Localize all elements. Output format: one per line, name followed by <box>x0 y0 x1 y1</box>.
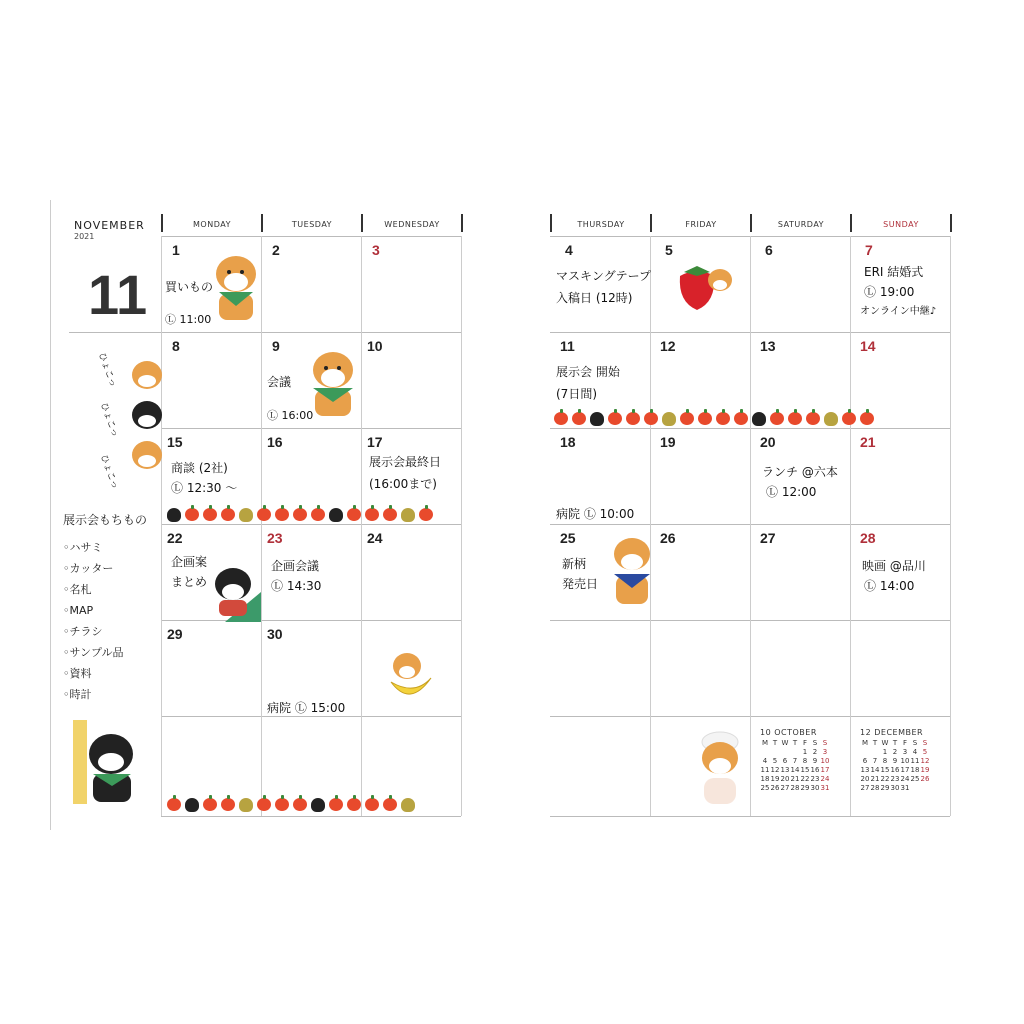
grid-line <box>161 428 461 429</box>
mini-date: 10 <box>820 757 830 765</box>
date-18[interactable]: 18 <box>560 434 576 450</box>
dayhead-sunday: SUNDAY <box>850 214 950 232</box>
note-new-pattern: 新柄 <box>562 557 587 571</box>
mini-date <box>760 748 770 757</box>
date-14[interactable]: 14 <box>860 338 876 354</box>
mini-date: 8 <box>802 757 808 765</box>
dayhead-monday: MONDAY <box>161 214 261 232</box>
mini-date: 23 <box>810 775 820 783</box>
date-3[interactable]: 3 <box>372 242 380 258</box>
note-until-time: (16:00まで) <box>369 477 437 491</box>
mini-date: 18 <box>910 766 920 774</box>
date-21[interactable]: 21 <box>860 434 876 450</box>
note-time: Ⓛ 14:30 <box>271 579 322 593</box>
mini-date <box>780 748 790 757</box>
list-item: ◦時計 <box>63 688 92 701</box>
note-movie: 映画 @品川 <box>862 559 926 573</box>
mini-date: 21 <box>790 775 800 783</box>
note-meeting: 会議 <box>267 375 292 389</box>
note-summary: まとめ <box>171 575 208 589</box>
mini-date: 19 <box>770 775 780 783</box>
mini-date: 10 <box>900 757 910 765</box>
mini-date: 17 <box>900 766 910 774</box>
weekday-label: S <box>822 739 828 747</box>
dayhead-friday: FRIDAY <box>650 214 750 232</box>
mini-calendar-december <box>860 728 930 793</box>
note-shopping: 買いもの <box>165 280 214 294</box>
note-time: Ⓛ 14:00 <box>864 579 915 593</box>
mini-date <box>860 748 870 757</box>
date-7[interactable]: 7 <box>865 242 873 258</box>
mini-calendar-grid <box>760 739 830 793</box>
date-16[interactable]: 16 <box>267 434 283 450</box>
date-15[interactable]: 15 <box>167 434 183 450</box>
mini-date: 13 <box>780 766 790 774</box>
date-4[interactable]: 4 <box>565 242 573 258</box>
dayhead-wednesday: WEDNESDAY <box>361 214 461 232</box>
mini-date: 29 <box>800 784 810 792</box>
sound-text: ひょこっ <box>96 351 118 389</box>
note-business-talk: 商談 (2社) <box>171 461 228 475</box>
mini-date: 21 <box>870 775 880 783</box>
mini-date: 12 <box>770 766 780 774</box>
mini-date: 11 <box>910 757 920 765</box>
list-item: ◦チラシ <box>63 625 103 638</box>
note-plan-draft: 企画案 <box>171 555 208 569</box>
mini-date: 27 <box>860 784 870 792</box>
mini-date: 24 <box>820 775 830 783</box>
mini-calendar-october <box>760 728 830 793</box>
mini-date: 4 <box>912 748 918 756</box>
note-time: Ⓛ 16:00 <box>267 409 314 422</box>
big-month-number: 11 <box>88 263 148 326</box>
mini-date: 2 <box>812 748 818 756</box>
mini-date: 28 <box>870 784 880 792</box>
grid-line <box>161 236 461 237</box>
mini-date: 3 <box>822 748 828 756</box>
note-wedding: ERI 結婚式 <box>864 265 924 279</box>
note-exhibition-last-day: 展示会最終日 <box>369 455 442 469</box>
mini-date: 30 <box>810 784 820 792</box>
mini-date: 9 <box>892 757 898 765</box>
date-5[interactable]: 5 <box>665 242 673 258</box>
list-item: ◦資料 <box>63 667 92 680</box>
weekday-label: F <box>802 739 808 747</box>
mini-date: 6 <box>782 757 788 765</box>
mini-date: 23 <box>890 775 900 783</box>
mini-date: 1 <box>802 748 808 756</box>
apple-sticker-row <box>554 412 874 426</box>
mini-date: 7 <box>792 757 798 765</box>
mini-date <box>790 748 800 757</box>
mini-date: 22 <box>880 775 890 783</box>
list-item: ◦名札 <box>63 583 92 596</box>
note-release-day: 発売日 <box>562 577 599 591</box>
weekday-label: F <box>902 739 908 747</box>
mini-date: 25 <box>760 784 770 792</box>
weekday-label: T <box>772 739 778 747</box>
date-25[interactable]: 25 <box>560 530 576 546</box>
month-name: NOVEMBER <box>74 219 145 232</box>
date-24[interactable]: 24 <box>367 530 383 546</box>
mini-date: 24 <box>900 775 910 783</box>
note-time: Ⓛ 11:00 <box>165 313 212 326</box>
dayhead-thursday: THURSDAY <box>550 214 650 232</box>
dayhead-tuesday: TUESDAY <box>261 214 361 232</box>
weekday-label: T <box>792 739 798 747</box>
grid-line <box>950 236 951 816</box>
date-1[interactable]: 1 <box>172 242 180 258</box>
weekday-label: M <box>761 739 769 747</box>
mini-date <box>870 748 880 757</box>
date-12[interactable]: 12 <box>660 338 676 354</box>
apple-sticker-row <box>167 508 433 522</box>
note-hospital: 病院 Ⓛ 10:00 <box>556 507 635 521</box>
date-6[interactable]: 6 <box>765 242 773 258</box>
date-28[interactable]: 28 <box>860 530 876 546</box>
shiba-chef-sticker <box>690 728 754 808</box>
weekday-label: T <box>872 739 878 747</box>
mini-date: 18 <box>760 775 770 783</box>
grid-line <box>461 236 462 816</box>
sound-text: ひょこっ <box>98 453 120 491</box>
date-22[interactable]: 22 <box>167 530 183 546</box>
header-end-tick <box>950 214 952 232</box>
mini-date <box>770 748 780 757</box>
header-end-tick <box>461 214 463 232</box>
mini-date <box>920 784 930 793</box>
mini-date: 15 <box>800 766 810 774</box>
note-time: Ⓛ 12:30 〜 <box>171 481 238 495</box>
mini-date: 31 <box>820 784 830 792</box>
exhibition-items-list <box>63 510 147 705</box>
sound-text: ひょこっ <box>98 401 120 439</box>
mini-date: 11 <box>760 766 770 774</box>
mini-date: 12 <box>920 757 930 765</box>
date-17[interactable]: 17 <box>367 434 383 450</box>
note-hospital: 病院 Ⓛ 15:00 <box>267 701 346 715</box>
note-planning-meeting: 企画会議 <box>271 559 320 573</box>
mini-calendar-grid <box>860 739 930 793</box>
weekday-label: S <box>812 739 818 747</box>
date-2[interactable]: 2 <box>272 242 280 258</box>
grid-line <box>361 236 362 816</box>
apple-sticker-row <box>167 798 415 812</box>
mini-date: 30 <box>890 784 900 792</box>
weekday-label: S <box>912 739 918 747</box>
weekday-label: W <box>881 739 889 747</box>
note-time: Ⓛ 19:00 <box>864 285 915 299</box>
grid-line <box>550 816 950 817</box>
weekday-label: W <box>781 739 789 747</box>
mini-date: 9 <box>812 757 818 765</box>
weekday-label: T <box>892 739 898 747</box>
note-submission-day: 入稿日 (12時) <box>556 291 633 305</box>
date-29[interactable]: 29 <box>167 626 183 642</box>
date-20[interactable]: 20 <box>760 434 776 450</box>
grid-line <box>850 236 851 816</box>
peeking-dogs-sticker <box>127 355 163 485</box>
date-10[interactable]: 10 <box>367 338 383 354</box>
list-item: ◦MAP <box>63 604 94 617</box>
black-shiba-pole-sticker <box>67 720 137 804</box>
grid-line <box>69 332 461 333</box>
shiba-dog-sticker <box>610 532 654 612</box>
mini-date: 3 <box>902 748 908 756</box>
mini-calendar-title: 10 OCTOBER <box>760 728 817 737</box>
strawberry-shiba-sticker <box>676 262 736 312</box>
shiba-banana-sticker <box>385 648 435 708</box>
mini-date: 14 <box>870 766 880 774</box>
mini-calendar-title: 12 DECEMBER <box>860 728 924 737</box>
black-shiba-sticker <box>205 562 261 622</box>
mini-date: 31 <box>900 784 910 792</box>
note-lunch: ランチ @六本 <box>762 465 838 479</box>
date-27[interactable]: 27 <box>760 530 776 546</box>
grid-line <box>161 816 461 817</box>
mini-date: 13 <box>860 766 870 774</box>
date-19[interactable]: 19 <box>660 434 676 450</box>
mini-date: 5 <box>922 748 928 756</box>
mini-date: 20 <box>860 775 870 783</box>
mini-date: 1 <box>882 748 888 756</box>
mini-date: 2 <box>892 748 898 756</box>
weekday-label: M <box>861 739 869 747</box>
right-planner-page <box>550 200 955 830</box>
dayhead-saturday: SATURDAY <box>750 214 850 232</box>
mini-date: 25 <box>910 775 920 783</box>
list-item: ◦サンプル品 <box>63 646 124 659</box>
list-item: ◦ハサミ <box>63 541 103 554</box>
grid-line <box>161 236 162 816</box>
date-11[interactable]: 11 <box>560 338 575 354</box>
mini-date: 15 <box>880 766 890 774</box>
note-time: Ⓛ 12:00 <box>766 485 817 499</box>
note-online-stream: オンライン中継♪ <box>860 306 937 317</box>
grid-line <box>650 236 651 816</box>
left-planner-page <box>50 200 496 830</box>
shiba-dog-sticker <box>209 244 263 324</box>
mini-date: 17 <box>820 766 830 774</box>
note-masking-tape: マスキングテープ <box>556 269 652 283</box>
grid-line <box>161 524 461 525</box>
mini-date: 16 <box>810 766 820 774</box>
weekday-label: S <box>922 739 928 747</box>
date-26[interactable]: 26 <box>660 530 676 546</box>
mini-date: 20 <box>780 775 790 783</box>
date-8[interactable]: 8 <box>172 338 180 354</box>
mini-date: 4 <box>762 757 768 765</box>
mini-date: 26 <box>770 784 780 792</box>
list-item: ◦カッター <box>63 562 114 575</box>
list-title: 展示会もちもの <box>63 513 148 527</box>
date-23[interactable]: 23 <box>267 530 283 546</box>
date-9[interactable]: 9 <box>272 338 280 354</box>
year-label: 2021 <box>74 232 95 241</box>
mini-date: 7 <box>872 757 878 765</box>
mini-date: 6 <box>862 757 868 765</box>
date-13[interactable]: 13 <box>760 338 776 354</box>
mini-date: 14 <box>790 766 800 774</box>
mini-date <box>910 784 920 793</box>
mini-date: 29 <box>880 784 890 792</box>
mini-date: 8 <box>882 757 888 765</box>
shiba-dog-sticker <box>305 340 361 420</box>
mini-date: 26 <box>920 775 930 783</box>
mini-date: 28 <box>790 784 800 792</box>
note-seven-days: (7日間) <box>556 387 597 401</box>
note-exhibition-start: 展示会 開始 <box>556 365 620 379</box>
mini-date: 27 <box>780 784 790 792</box>
date-30[interactable]: 30 <box>267 626 283 642</box>
mini-date: 16 <box>890 766 900 774</box>
mini-date: 5 <box>772 757 778 765</box>
mini-date: 19 <box>920 766 930 774</box>
mini-date: 22 <box>800 775 810 783</box>
